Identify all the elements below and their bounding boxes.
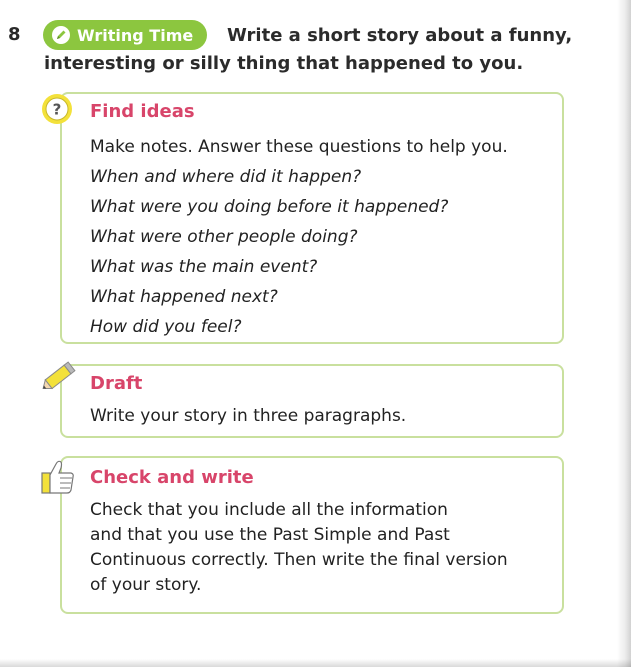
question-item: What was the main event? bbox=[90, 257, 318, 277]
writing-time-badge bbox=[43, 20, 207, 50]
draft-title: Draft bbox=[90, 373, 143, 394]
task-number: 8 bbox=[8, 24, 21, 45]
check-line: Check that you include all the information bbox=[90, 500, 448, 520]
question-item: What were other people doing? bbox=[90, 227, 358, 247]
page-edge-shadow bbox=[617, 0, 631, 667]
find-ideas-box bbox=[60, 92, 564, 344]
badge-label: Writing Time bbox=[77, 25, 194, 45]
find-ideas-title: Find ideas bbox=[90, 101, 195, 122]
check-and-write-title: Check and write bbox=[90, 467, 254, 488]
pen-icon bbox=[51, 25, 71, 45]
find-ideas-list bbox=[90, 132, 508, 342]
check-line: of your story. bbox=[90, 575, 202, 595]
svg-text:?: ? bbox=[52, 100, 62, 119]
draft-box bbox=[60, 364, 564, 438]
check-and-write-box bbox=[60, 456, 564, 614]
task-instruction: Write a short story about a funny, interesting or silly thing that happened to you. bbox=[44, 25, 573, 74]
pencil-icon bbox=[38, 358, 82, 394]
find-ideas-intro: Make notes. Answer these questions to help you. bbox=[90, 137, 508, 157]
draft-text: Write your story in three paragraphs. bbox=[90, 406, 407, 426]
question-item: What were you doing before it happened? bbox=[90, 197, 449, 217]
question-item: How did you feel? bbox=[90, 317, 242, 337]
check-line: and that you use the Past Simple and Past bbox=[90, 525, 450, 545]
question-icon bbox=[40, 92, 74, 126]
page-bottom-shadow bbox=[0, 659, 631, 667]
thumbs-up-icon bbox=[38, 456, 78, 496]
question-item: When and where did it happen? bbox=[90, 167, 362, 187]
check-and-write-text bbox=[90, 498, 552, 598]
question-item: What happened next? bbox=[90, 287, 278, 307]
check-line: Continuous correctly. Then write the final version bbox=[90, 550, 508, 570]
